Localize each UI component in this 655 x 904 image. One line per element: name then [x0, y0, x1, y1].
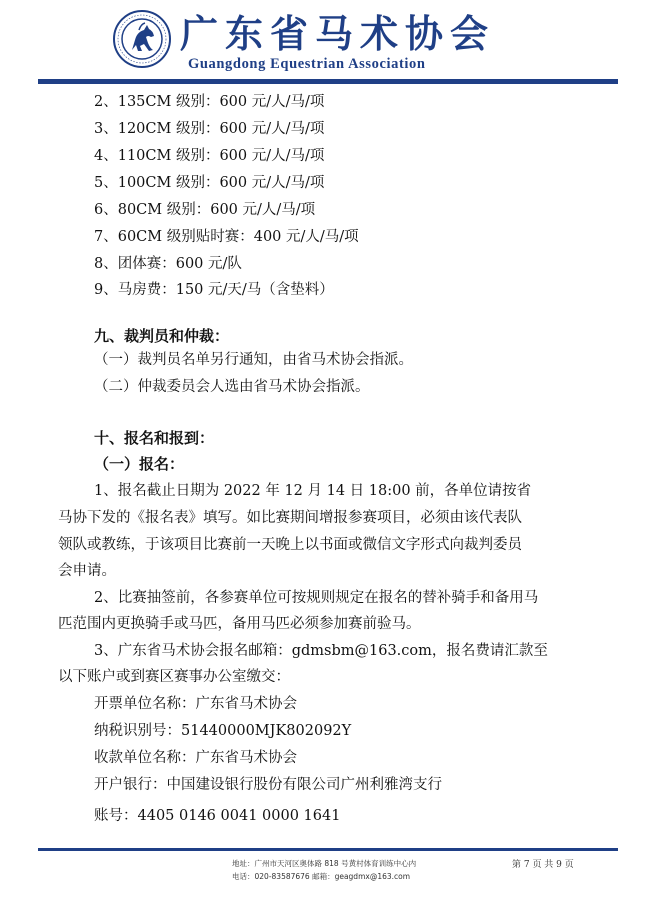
footer-address: 地址：广州市天河区奥体路 818 号黄村体育训练中心内 [232, 859, 417, 868]
fee-item: 8、团体赛：600 元/队 [94, 256, 242, 272]
paragraph-line: 马协下发的《报名表》填写。如比赛期间增报参赛项目，必须由该代表队 [58, 510, 522, 526]
association-logo [113, 10, 171, 68]
section-10-subheading: （一）报名： [94, 455, 185, 473]
paragraph-line: 1、报名截止日期为 2022 年 12 月 14 日 18:00 前，各单位请按省 [94, 483, 532, 499]
bank-info-line: 开户银行：中国建设银行股份有限公司广州利雅湾支行 [94, 777, 442, 793]
fee-item: 5、100CM 级别：600 元/人/马/项 [94, 175, 325, 191]
fee-item: 3、120CM 级别：600 元/人/马/项 [94, 121, 325, 137]
bank-info-line: 开票单位名称：广东省马术协会 [94, 696, 297, 712]
section-10-heading: 十、报名和报到： [94, 429, 215, 447]
paragraph-line: 会申请。 [58, 563, 116, 579]
bank-account-line: 账号：4405 0146 0041 0000 1641 [94, 808, 341, 824]
footer-contact: 电话：020-83587676 邮箱：geagdmx@163.com [232, 872, 411, 881]
fee-item: 7、60CM 级别贴时赛：400 元/人/马/项 [94, 229, 359, 245]
org-name-en: Guangdong Equestrian Association [188, 56, 426, 72]
fee-item: 6、80CM 级别：600 元/人/马/项 [94, 202, 316, 218]
fee-item: 9、马房费：150 元/天/马（含垫料） [94, 282, 334, 298]
bank-info-line: 纳税识别号：51440000MJK802092Y [94, 723, 352, 739]
paragraph-line: 以下账户或到赛区赛事办公室缴交： [58, 669, 290, 685]
paragraph-line: 匹范围内更换骑手或马匹，备用马匹必须参加赛前验马。 [58, 616, 421, 632]
fee-item: 2、135CM 级别：600 元/人/马/项 [94, 94, 325, 110]
section-9-heading: 九、裁判员和仲裁： [94, 327, 230, 345]
fee-item: 4、110CM 级别：600 元/人/马/项 [94, 148, 325, 164]
bank-info-line: 收款单位名称：广东省马术协会 [94, 750, 297, 766]
paragraph-line: 2、比赛抽签前，各参赛单位可按规则规定在报名的替补骑手和备用马 [94, 590, 539, 606]
paragraph-line: 3、广东省马术协会报名邮箱：gdmsbm@163.com，报名费请汇款至 [94, 643, 548, 659]
header-divider [38, 79, 618, 84]
footer-divider [38, 848, 618, 851]
section-9-item: （一）裁判员名单另行通知，由省马术协会指派。 [94, 352, 413, 368]
section-9-item: （二）仲裁委员会人选由省马术协会指派。 [94, 379, 370, 395]
org-name-cn: 广东省马术协会 [180, 11, 496, 56]
page-number: 第 7 页 共 9 页 [512, 860, 574, 870]
paragraph-line: 领队或教练，于该项目比赛前一天晚上以书面或微信文字形式向裁判委员 [58, 537, 522, 553]
